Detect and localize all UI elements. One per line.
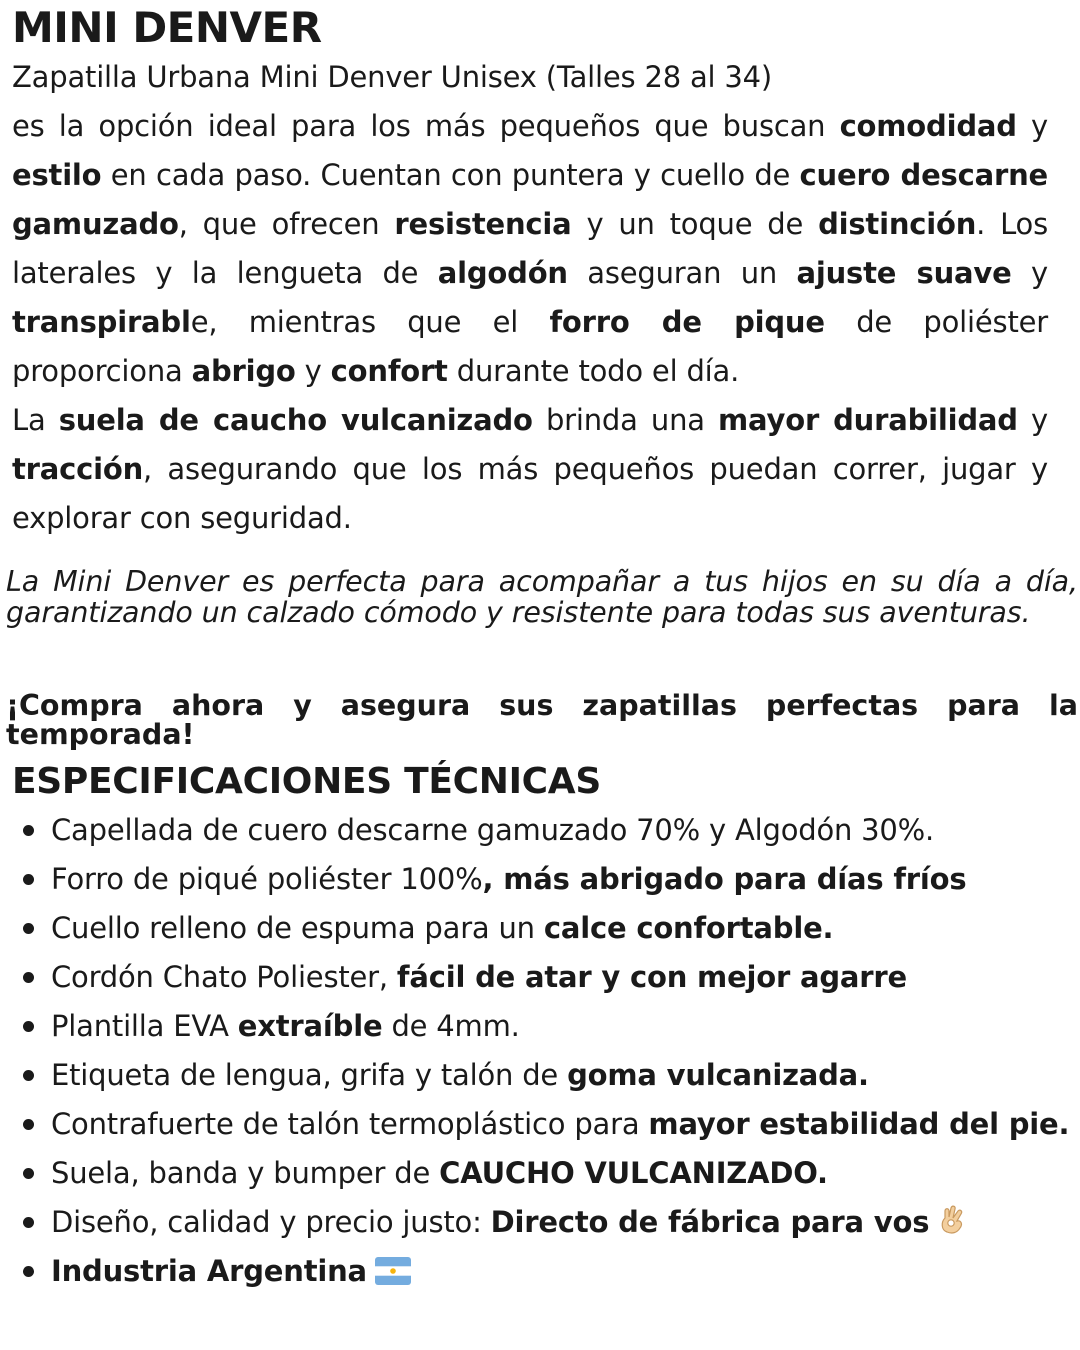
- bold-run: abrigo: [191, 354, 296, 388]
- spec-item: [0, 1002, 1080, 1051]
- bold-run: comodidad: [839, 109, 1017, 143]
- spec-item-text: [51, 1205, 929, 1239]
- bold-run: suela de caucho vulcanizado: [58, 403, 533, 437]
- bold-run: CAUCHO VULCANIZADO.: [439, 1156, 828, 1190]
- italic-note: La Mini Denver es perfecta para acompañar a tus hijos en su día a día, garantizando un calzado cómodo y resistente para todas sus aventuras.: [6, 565, 1078, 629]
- bold-run: estilo: [12, 158, 102, 192]
- ok-hand-icon: [937, 1202, 969, 1238]
- description-paragraph-2: [12, 396, 1048, 543]
- text-run: y: [1017, 403, 1049, 437]
- spec-item: [0, 855, 1080, 904]
- text-run: Etiqueta de lengua, grifa y talón de: [51, 1058, 568, 1092]
- bold-run: algodón: [437, 256, 568, 290]
- text-run: de poliéster proporciona: [12, 305, 1048, 388]
- text-run: durante todo el día.: [447, 354, 740, 388]
- spec-item: [0, 1149, 1080, 1198]
- bold-run: confort: [330, 354, 448, 388]
- text-run: Contrafuerte de talón termoplástico para: [51, 1107, 649, 1141]
- text-run: en cada paso. Cuentan con puntera y cuello de: [101, 158, 800, 192]
- text-run: aseguran un: [567, 256, 797, 290]
- bold-run: goma vulcanizada.: [567, 1058, 869, 1092]
- text-run: , que ofrecen: [178, 207, 395, 241]
- bold-run: tracción: [12, 452, 144, 486]
- text-run: y un toque de: [571, 207, 819, 241]
- bold-run: calce confortable.: [543, 911, 834, 945]
- specs-list: [0, 806, 1080, 1296]
- bold-run: , más abrigado para días fríos: [482, 862, 967, 896]
- call-to-action: ¡Compra ahora y asegura sus zapatillas perfectas para la temporada!: [6, 689, 1078, 751]
- spec-item: [0, 1051, 1080, 1100]
- argentina-flag-icon: [375, 1257, 411, 1285]
- bold-run: distinción: [818, 207, 977, 241]
- bold-run: extraíble: [237, 1009, 383, 1043]
- text-run: Diseño, calidad y precio justo:: [51, 1205, 491, 1239]
- bold-run: cuero descarne gamuzado: [12, 158, 1048, 241]
- bold-run: Industria Argentina: [51, 1254, 367, 1288]
- text-run: de 4mm.: [382, 1009, 520, 1043]
- text-run: Suela, banda y bumper de: [51, 1156, 440, 1190]
- text-run: Plantilla EVA: [51, 1009, 238, 1043]
- description-subtitle: Zapatilla Urbana Mini Denver Unisex (Talles 28 al 34): [12, 60, 773, 94]
- bold-run: mayor estabilidad del pie.: [648, 1107, 1070, 1141]
- product-description: [12, 53, 1048, 543]
- spec-item: [0, 1198, 1080, 1247]
- spec-item: [0, 1100, 1080, 1149]
- text-run: La: [12, 403, 59, 437]
- text-run: , asegurando que los más pequeños puedan correr, jugar y explorar con seguridad.: [12, 452, 1048, 535]
- product-title: MINI DENVER: [12, 3, 322, 52]
- bold-run: mayor durabilidad: [718, 403, 1018, 437]
- text-run: y: [295, 354, 331, 388]
- text-run: brinda una: [532, 403, 719, 437]
- specs-heading: ESPECIFICACIONES TÉCNICAS: [12, 761, 601, 802]
- text-run: e, mientras que el: [190, 305, 550, 339]
- text-run: y: [1011, 256, 1048, 290]
- text-run: y: [1016, 109, 1048, 143]
- spec-item: [0, 953, 1080, 1002]
- text-run: Capellada de cuero descarne gamuzado 70% y Algodón 30%.: [51, 813, 935, 847]
- bold-run: transpirabl: [12, 305, 191, 339]
- spec-item: [0, 904, 1080, 953]
- text-run: . Los laterales y la lengueta de: [12, 207, 1049, 290]
- bold-run: ajuste suave: [796, 256, 1012, 290]
- text-run: Cordón Chato Poliester,: [51, 960, 397, 994]
- bold-run: resistencia: [394, 207, 572, 241]
- spec-item-text: [51, 1254, 367, 1288]
- bold-run: fácil de atar y con mejor agarre: [396, 960, 907, 994]
- spec-item: [0, 1247, 1080, 1296]
- spec-item: [0, 806, 1080, 855]
- bold-run: Directo de fábrica para vos: [490, 1205, 930, 1239]
- text-run: Cuello relleno de espuma para un: [51, 911, 544, 945]
- bold-run: forro de pique: [549, 305, 825, 339]
- description-paragraph-1: [12, 102, 1048, 396]
- text-run: es la opción ideal para los más pequeños que buscan: [12, 109, 840, 143]
- text-run: Forro de piqué poliéster 100%: [51, 862, 483, 896]
